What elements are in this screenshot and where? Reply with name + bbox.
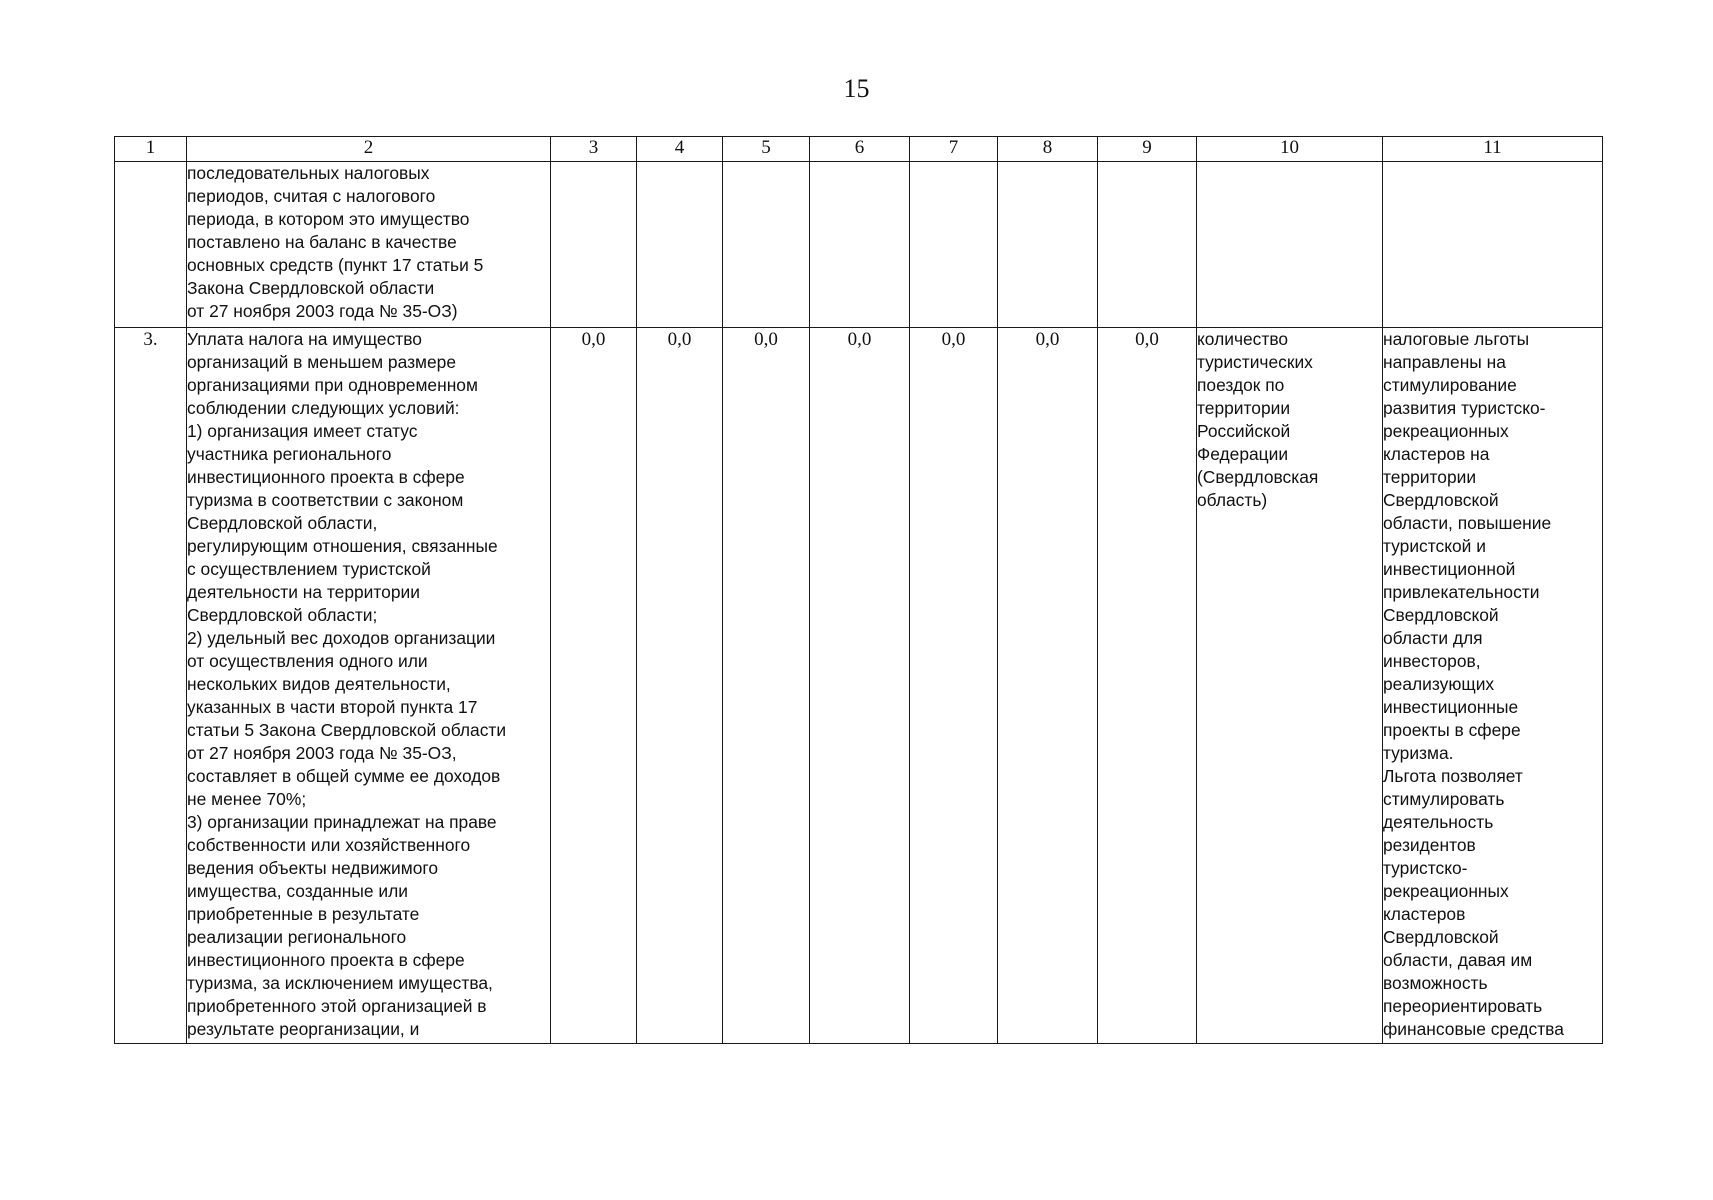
- empty-cell: [810, 162, 910, 328]
- row-number: 3.: [115, 328, 187, 1044]
- value-cell: 0,0: [723, 328, 810, 1044]
- empty-cell: [551, 162, 637, 328]
- empty-cell: [910, 162, 998, 328]
- value-cell: 0,0: [810, 328, 910, 1044]
- empty-cell: [1197, 162, 1383, 328]
- value-cell: 0,0: [637, 328, 723, 1044]
- column-header: 9: [1098, 137, 1197, 162]
- column-header: 1: [115, 137, 187, 162]
- indicator-text: количество туристических поездок по территории Российской Федерации (Свердловская область): [1197, 328, 1383, 1044]
- empty-cell: [1098, 162, 1197, 328]
- table-row-3: [115, 328, 1603, 1044]
- value-cell: 0,0: [551, 328, 637, 1044]
- column-header: 4: [637, 137, 723, 162]
- table-header-row: [115, 137, 1603, 162]
- rationale-text: налоговые льготы направлены на стимулирование развития туристско- рекреационных кластеров на территории Свердловской области, повышение туристской и инвестиционной привлекательности Свердловской области для инвесторов, реализующих инвестиционные проекты в сфере туризма. Льгота позволяет стимулировать деятельность резидентов туристско- рекреационных кластеров Свердловской области, давая им возможность переориентировать финансовые средства: [1383, 328, 1603, 1044]
- column-header: 8: [998, 137, 1098, 162]
- column-header: 10: [1197, 137, 1383, 162]
- value-cell: 0,0: [1098, 328, 1197, 1044]
- column-header: 2: [187, 137, 551, 162]
- benefits-table: [114, 136, 1603, 1044]
- empty-cell: [998, 162, 1098, 328]
- empty-cell: [723, 162, 810, 328]
- empty-cell: [1383, 162, 1603, 328]
- table-row-continuation: [115, 162, 1603, 328]
- column-header: 7: [910, 137, 998, 162]
- value-cell: 0,0: [998, 328, 1098, 1044]
- column-header: 3: [551, 137, 637, 162]
- row-number-cell: [115, 162, 187, 328]
- column-header: 6: [810, 137, 910, 162]
- column-header: 11: [1383, 137, 1603, 162]
- page-number: 15: [843, 74, 870, 103]
- empty-cell: [637, 162, 723, 328]
- column-header: 5: [723, 137, 810, 162]
- benefit-description: Уплата налога на имущество организаций в меньшем размере организациями при одновременном соблюдении следующих условий: 1) организация имеет статус участника регионального инвестиционного проекта в сфере туризма в соответствии с законом Свердловской области, регулирующим отношения, связанные с осуществлением туристской деятельности на территории Свердловской области; 2) удельный вес доходов организации от осуществления одного или нескольких видов деятельности, указанных в части второй пункта 17 статьи 5 Закона Свердловской области от 27 ноября 2003 года № 35-ОЗ, составляет в общей сумме ее доходов не менее 70%; 3) организации принадлежат на праве собственности или хозяйственного ведения объекты недвижимого имущества, созданные или приобретенные в результате реализации регионального инвестиционного проекта в сфере туризма, за исключением имущества, приобретенного этой организацией в результате реорганизации, и: [187, 328, 551, 1044]
- value-cell: 0,0: [910, 328, 998, 1044]
- continuation-text: последовательных налоговых периодов, считая с налогового периода, в котором это имущество поставлено на баланс в качестве основных средств (пункт 17 статьи 5 Закона Свердловской области от 27 ноября 2003 года № 35-ОЗ): [187, 162, 551, 328]
